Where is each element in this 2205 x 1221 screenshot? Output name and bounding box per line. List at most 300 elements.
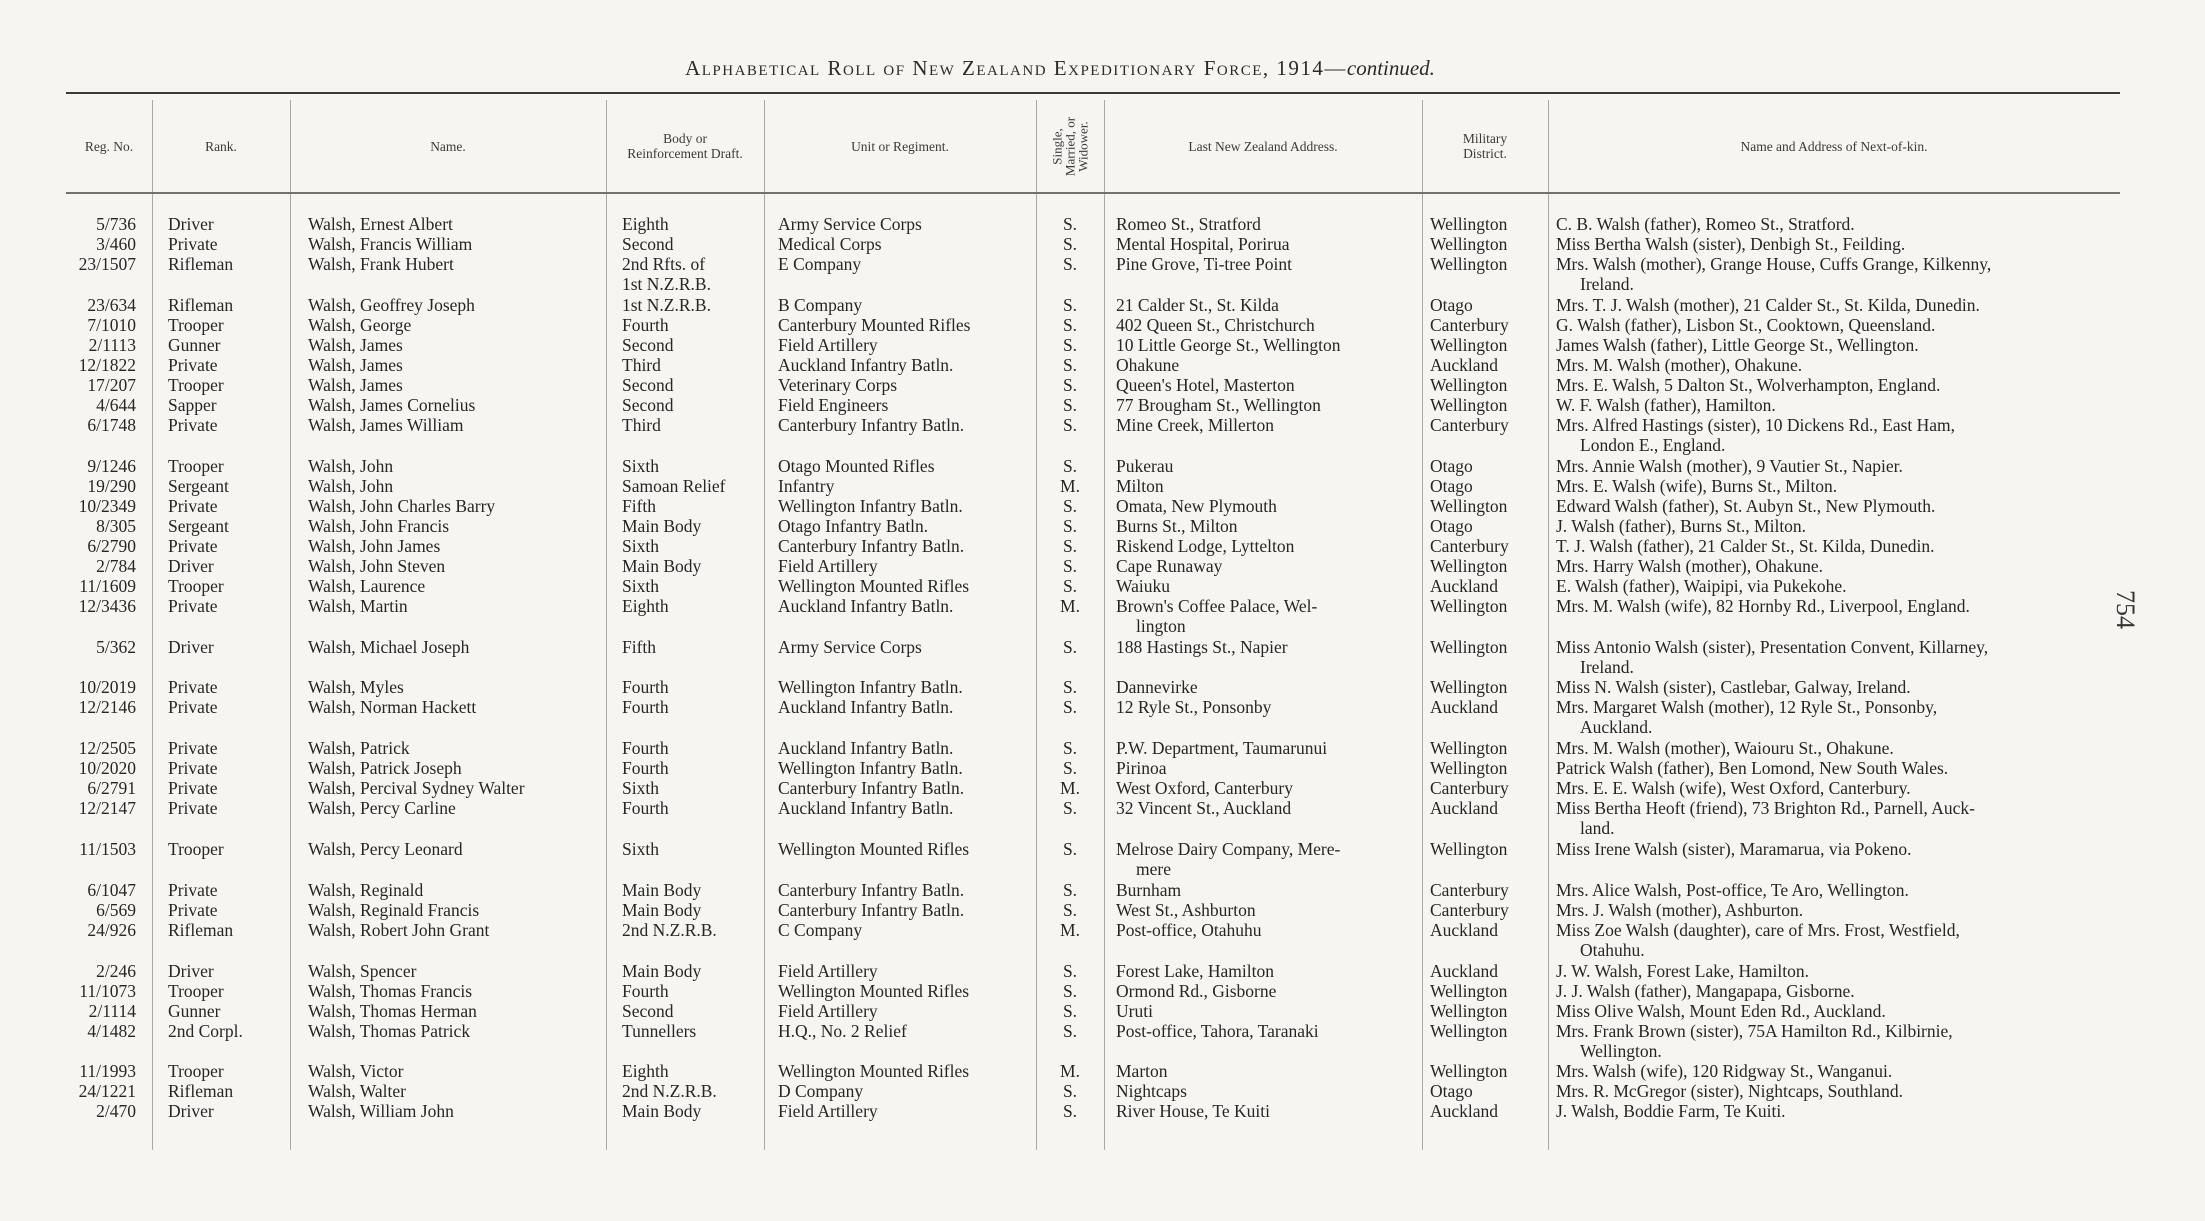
kin-cell: Mrs. Alice Walsh, Post-office, Te Aro, Wellington. — [1556, 880, 1909, 900]
kin-cell: J. W. Walsh, Forest Lake, Hamilton. — [1556, 961, 1809, 981]
condition-cell: S. — [1062, 335, 1078, 355]
rank-cell: Private — [168, 697, 218, 717]
kin-cell: T. J. Walsh (father), 21 Calder St., St. Kilda, Dunedin. — [1556, 536, 1935, 556]
name-cell: Walsh, Laurence — [308, 576, 426, 596]
rank-cell: Trooper — [168, 576, 224, 596]
name-cell: Walsh, Thomas Herman — [308, 1001, 477, 1021]
body-cell: Main Body — [622, 880, 702, 900]
address-cell: West Oxford, Canterbury — [1116, 778, 1293, 798]
address-cell: 188 Hastings St., Napier — [1116, 637, 1288, 657]
unit-cell: Otago Infantry Batln. — [778, 516, 929, 536]
name-cell: Walsh, John — [308, 476, 394, 496]
district-cell: Auckland — [1430, 576, 1499, 596]
kin-cell: Mrs. R. McGregor (sister), Nightcaps, Southland. — [1556, 1081, 1904, 1101]
body-cell: Fourth — [622, 798, 669, 818]
condition-cell: S. — [1062, 1001, 1078, 1021]
unit-cell: Wellington Infantry Batln. — [778, 758, 963, 778]
district-cell: Otago — [1430, 476, 1473, 496]
unit-cell: Field Artillery — [778, 1001, 878, 1021]
rank-cell: Trooper — [168, 456, 224, 476]
rank-cell: Driver — [168, 961, 214, 981]
table-row — [0, 1001, 2205, 1022]
condition-cell: S. — [1062, 456, 1078, 476]
district-cell: Canterbury — [1430, 880, 1509, 900]
rank-cell: Private — [168, 798, 218, 818]
table-row — [0, 1061, 2205, 1082]
header-unit: Unit or Regiment. — [851, 138, 949, 154]
address-cell: P.W. Department, Taumarunui — [1116, 738, 1328, 758]
district-cell: Wellington — [1430, 677, 1508, 697]
body-cell: Main Body — [622, 516, 702, 536]
address-cell: Marton — [1116, 1061, 1168, 1081]
body-cell: Second — [622, 1001, 674, 1021]
header-district: Military District. — [1462, 131, 1508, 161]
body-cell: Fourth — [622, 758, 669, 778]
address-cell: Queen's Hotel, Masterton — [1116, 375, 1295, 395]
address-cell: 32 Vincent St., Auckland — [1116, 798, 1292, 818]
title-main: Alphabetical Roll of New Zealand Expeditionary Force, 1914— — [685, 56, 1347, 80]
address-cell: Romeo St., Stratford — [1116, 214, 1261, 234]
table-row — [0, 677, 2205, 698]
table-row — [0, 576, 2205, 597]
unit-cell: Canterbury Mounted Rifles — [778, 315, 971, 335]
condition-cell: S. — [1062, 536, 1078, 556]
rank-cell: Trooper — [168, 375, 224, 395]
kin-cell: Edward Walsh (father), St. Aubyn St., New Plymouth. — [1556, 496, 1936, 516]
reg-no-cell: 24/926 — [87, 920, 136, 940]
address-cell: Pine Grove, Ti-tree Point — [1116, 254, 1292, 274]
address-cell: Pirinoa — [1116, 758, 1167, 778]
table-row — [0, 214, 2205, 235]
district-cell: Wellington — [1430, 395, 1508, 415]
name-cell: Walsh, Percy Carline — [308, 798, 456, 818]
kin-cell: W. F. Walsh (father), Hamilton. — [1556, 395, 1776, 415]
address-cell-cont: lington — [1136, 616, 1186, 636]
condition-cell: S. — [1062, 576, 1078, 596]
district-cell: Otago — [1430, 295, 1473, 315]
reg-no-cell: 2/1114 — [88, 1001, 136, 1021]
unit-cell: Field Engineers — [778, 395, 889, 415]
table-row — [0, 516, 2205, 537]
address-cell: 77 Brougham St., Wellington — [1116, 395, 1321, 415]
top-rule — [66, 92, 2120, 94]
condition-cell: M. — [1060, 920, 1080, 940]
kin-cell: Patrick Walsh (father), Ben Lomond, New South Wales. — [1556, 758, 1949, 778]
district-cell: Otago — [1430, 456, 1473, 476]
name-cell: Walsh, Ernest Albert — [308, 214, 453, 234]
rank-cell: Private — [168, 415, 218, 435]
name-cell: Walsh, Michael Joseph — [308, 637, 470, 657]
name-cell: Walsh, John — [308, 456, 394, 476]
reg-no-cell: 10/2020 — [78, 758, 136, 778]
district-cell: Wellington — [1430, 1061, 1508, 1081]
table-row — [0, 375, 2205, 396]
reg-no-cell: 12/3436 — [78, 596, 136, 616]
address-cell: 12 Ryle St., Ponsonby — [1116, 697, 1272, 717]
kin-cell: J. Walsh (father), Burns St., Milton. — [1556, 516, 1807, 536]
kin-cell: C. B. Walsh (father), Romeo St., Stratford. — [1556, 214, 1855, 234]
name-cell: Walsh, Francis William — [308, 234, 473, 254]
reg-no-cell: 23/1507 — [78, 254, 136, 274]
condition-cell: S. — [1062, 556, 1078, 576]
unit-cell: Auckland Infantry Batln. — [778, 798, 954, 818]
body-cell: Fourth — [622, 315, 669, 335]
address-cell: River House, Te Kuiti — [1116, 1101, 1270, 1121]
unit-cell: Auckland Infantry Batln. — [778, 355, 954, 375]
kin-cell: Miss Zoe Walsh (daughter), care of Mrs. Frost, Westfield, — [1556, 920, 1960, 940]
condition-cell: S. — [1062, 880, 1078, 900]
unit-cell: D Company — [778, 1081, 864, 1101]
header-name: Name. — [430, 138, 466, 154]
unit-cell: Field Artillery — [778, 335, 878, 355]
condition-cell: S. — [1062, 496, 1078, 516]
kin-cell: Miss Olive Walsh, Mount Eden Rd., Auckland. — [1556, 1001, 1886, 1021]
kin-cell: Mrs. E. Walsh, 5 Dalton St., Wolverhampton, England. — [1556, 375, 1941, 395]
reg-no-cell: 6/1047 — [87, 880, 136, 900]
unit-cell: Field Artillery — [778, 961, 878, 981]
district-cell: Auckland — [1430, 920, 1499, 940]
reg-no-cell: 3/460 — [96, 234, 136, 254]
table-row — [0, 476, 2205, 497]
unit-cell: Field Artillery — [778, 1101, 878, 1121]
kin-cell: Mrs. Alfred Hastings (sister), 10 Dickens Rd., East Ham, — [1556, 415, 1956, 435]
table-row — [0, 798, 2205, 838]
table-row — [0, 456, 2205, 477]
district-cell: Canterbury — [1430, 315, 1509, 335]
name-cell: Walsh, Martin — [308, 596, 408, 616]
district-cell: Canterbury — [1430, 415, 1509, 435]
address-cell: Post-office, Tahora, Taranaki — [1116, 1021, 1319, 1041]
body-cell: Eighth — [622, 214, 669, 234]
kin-cell: Mrs. Annie Walsh (mother), 9 Vautier St., Napier. — [1556, 456, 1903, 476]
condition-cell: S. — [1062, 839, 1078, 859]
rank-cell: Driver — [168, 637, 214, 657]
table-row — [0, 981, 2205, 1002]
name-cell: Walsh, James William — [308, 415, 464, 435]
condition-cell: S. — [1062, 981, 1078, 1001]
kin-cell: Mrs. E. E. Walsh (wife), West Oxford, Canterbury. — [1556, 778, 1911, 798]
kin-cell-cont: London E., England. — [1580, 435, 1726, 455]
district-cell: Wellington — [1430, 234, 1508, 254]
name-cell: Walsh, Percival Sydney Walter — [308, 778, 525, 798]
reg-no-cell: 10/2019 — [78, 677, 136, 697]
name-cell: Walsh, Percy Leonard — [308, 839, 463, 859]
district-cell: Wellington — [1430, 1021, 1508, 1041]
body-cell: Eighth — [622, 596, 669, 616]
reg-no-cell: 9/1246 — [87, 456, 136, 476]
table-row — [0, 355, 2205, 376]
unit-cell: Army Service Corps — [778, 214, 922, 234]
table-row — [0, 880, 2205, 901]
table-row — [0, 839, 2205, 879]
unit-cell: Wellington Mounted Rifles — [778, 839, 970, 859]
address-cell: Forest Lake, Hamilton — [1116, 961, 1274, 981]
name-cell: Walsh, Myles — [308, 677, 404, 697]
name-cell: Walsh, William John — [308, 1101, 454, 1121]
body-cell: Third — [622, 355, 661, 375]
rank-cell: Private — [168, 880, 218, 900]
rank-cell: Private — [168, 536, 218, 556]
table-row — [0, 234, 2205, 255]
address-cell: Pukerau — [1116, 456, 1174, 476]
unit-cell: Wellington Mounted Rifles — [778, 576, 970, 596]
table-row — [0, 496, 2205, 517]
condition-cell: S. — [1062, 355, 1078, 375]
kin-cell: Mrs. M. Walsh (wife), 82 Hornby Rd., Liverpool, England. — [1556, 596, 1970, 616]
rank-cell: Driver — [168, 214, 214, 234]
rank-cell: Rifleman — [168, 295, 234, 315]
unit-cell: Veterinary Corps — [778, 375, 898, 395]
body-cell: Fifth — [622, 496, 657, 516]
header-reg-no: Reg. No. — [84, 138, 134, 154]
district-cell: Auckland — [1430, 961, 1499, 981]
kin-cell-cont: land. — [1580, 818, 1615, 838]
rank-cell: Private — [168, 900, 218, 920]
address-cell: 10 Little George St., Wellington — [1116, 335, 1341, 355]
kin-cell: Miss Bertha Walsh (sister), Denbigh St., Feilding. — [1556, 234, 1906, 254]
district-cell: Wellington — [1430, 637, 1508, 657]
rank-cell: 2nd Corpl. — [168, 1021, 243, 1041]
body-cell: Second — [622, 395, 674, 415]
name-cell: Walsh, Thomas Patrick — [308, 1021, 471, 1041]
name-cell: Walsh, Patrick — [308, 738, 410, 758]
table-row — [0, 961, 2205, 982]
rank-cell: Sapper — [168, 395, 217, 415]
rank-cell: Private — [168, 758, 218, 778]
condition-cell: M. — [1060, 778, 1080, 798]
unit-cell: Wellington Mounted Rifles — [778, 981, 970, 1001]
kin-cell-cont: Wellington. — [1580, 1041, 1662, 1061]
table-row — [0, 315, 2205, 336]
name-cell: Walsh, John James — [308, 536, 441, 556]
kin-cell-cont: Ireland. — [1580, 657, 1634, 677]
address-cell: Omata, New Plymouth — [1116, 496, 1277, 516]
body-cell: Sixth — [622, 778, 659, 798]
district-cell: Wellington — [1430, 496, 1508, 516]
address-cell-cont: mere — [1136, 859, 1171, 879]
condition-cell: S. — [1062, 516, 1078, 536]
body-cell: Sixth — [622, 536, 659, 556]
address-cell: Mine Creek, Millerton — [1116, 415, 1274, 435]
district-cell: Canterbury — [1430, 778, 1509, 798]
condition-cell: S. — [1062, 961, 1078, 981]
unit-cell: Infantry — [778, 476, 835, 496]
body-cell: 2nd N.Z.R.B. — [622, 920, 717, 940]
reg-no-cell: 2/784 — [96, 556, 136, 576]
address-cell: 21 Calder St., St. Kilda — [1116, 295, 1279, 315]
district-cell: Auckland — [1430, 798, 1499, 818]
kin-cell: James Walsh (father), Little George St., Wellington. — [1556, 335, 1919, 355]
unit-cell: Wellington Mounted Rifles — [778, 1061, 970, 1081]
body-cell: Tunnellers — [622, 1021, 697, 1041]
body-cell: Second — [622, 335, 674, 355]
unit-cell: Canterbury Infantry Batln. — [778, 778, 965, 798]
reg-no-cell: 11/1503 — [79, 839, 136, 859]
reg-no-cell: 7/1010 — [87, 315, 136, 335]
body-cell: Main Body — [622, 900, 702, 920]
kin-cell: Mrs. Walsh (mother), Grange House, Cuffs Grange, Kilkenny, — [1556, 254, 1992, 274]
reg-no-cell: 5/362 — [96, 637, 136, 657]
kin-cell: J. Walsh, Boddie Farm, Te Kuiti. — [1556, 1101, 1786, 1121]
header-address: Last New Zealand Address. — [1188, 138, 1338, 154]
address-cell: Melrose Dairy Company, Mere- — [1116, 839, 1341, 859]
address-cell: Dannevirke — [1116, 677, 1198, 697]
reg-no-cell: 5/736 — [96, 214, 136, 234]
body-cell: Third — [622, 415, 661, 435]
reg-no-cell: 6/2791 — [87, 778, 136, 798]
unit-cell: Wellington Infantry Batln. — [778, 496, 963, 516]
unit-cell: Army Service Corps — [778, 637, 922, 657]
kin-cell: Mrs. M. Walsh (mother), Ohakune. — [1556, 355, 1803, 375]
condition-cell: S. — [1062, 295, 1078, 315]
district-cell: Auckland — [1430, 1101, 1499, 1121]
kin-cell-cont: Auckland. — [1580, 717, 1653, 737]
condition-cell: S. — [1062, 738, 1078, 758]
body-cell: Main Body — [622, 556, 702, 576]
rank-cell: Rifleman — [168, 920, 234, 940]
district-cell: Wellington — [1430, 254, 1508, 274]
body-cell: Sixth — [622, 576, 659, 596]
unit-cell: Auckland Infantry Batln. — [778, 738, 954, 758]
rank-cell: Private — [168, 738, 218, 758]
rank-cell: Private — [168, 778, 218, 798]
reg-no-cell: 4/1482 — [87, 1021, 136, 1041]
table-row — [0, 254, 2205, 294]
district-cell: Wellington — [1430, 556, 1508, 576]
district-cell: Wellington — [1430, 1001, 1508, 1021]
name-cell: Walsh, Spencer — [308, 961, 417, 981]
condition-cell: S. — [1062, 1101, 1078, 1121]
reg-no-cell: 4/644 — [96, 395, 136, 415]
district-cell: Wellington — [1430, 758, 1508, 778]
kin-cell: Mrs. Harry Walsh (mother), Ohakune. — [1556, 556, 1824, 576]
body-cell: Eighth — [622, 1061, 669, 1081]
rank-cell: Private — [168, 355, 218, 375]
reg-no-cell: 12/2505 — [78, 738, 136, 758]
district-cell: Wellington — [1430, 596, 1508, 616]
table-row — [0, 778, 2205, 799]
table-row — [0, 1021, 2205, 1061]
name-cell: Walsh, John Steven — [308, 556, 446, 576]
name-cell: Walsh, Reginald Francis — [308, 900, 480, 920]
table-row — [0, 738, 2205, 759]
name-cell: Walsh, Reginald — [308, 880, 424, 900]
district-cell: Canterbury — [1430, 536, 1509, 556]
rank-cell: Private — [168, 596, 218, 616]
rank-cell: Gunner — [168, 1001, 221, 1021]
condition-cell: S. — [1062, 758, 1078, 778]
kin-cell: Mrs. Walsh (wife), 120 Ridgway St., Wanganui. — [1556, 1061, 1893, 1081]
reg-no-cell: 2/1113 — [88, 335, 136, 355]
condition-cell: S. — [1062, 637, 1078, 657]
table-row — [0, 395, 2205, 416]
header-body: Body or Reinforcement Draft. — [627, 131, 743, 161]
address-cell: West St., Ashburton — [1116, 900, 1256, 920]
rank-cell: Private — [168, 677, 218, 697]
unit-cell: H.Q., No. 2 Relief — [778, 1021, 907, 1041]
district-cell: Wellington — [1430, 738, 1508, 758]
reg-no-cell: 10/2349 — [78, 496, 136, 516]
reg-no-cell: 24/1221 — [78, 1081, 136, 1101]
kin-cell: Mrs. J. Walsh (mother), Ashburton. — [1556, 900, 1804, 920]
body-cell: 1st N.Z.R.B. — [622, 295, 711, 315]
body-cell: Second — [622, 234, 674, 254]
body-cell: Fifth — [622, 637, 657, 657]
rank-cell: Trooper — [168, 1061, 224, 1081]
header-rank: Rank. — [205, 138, 237, 154]
unit-cell: Canterbury Infantry Batln. — [778, 900, 965, 920]
rank-cell: Trooper — [168, 981, 224, 1001]
table-row — [0, 1101, 2205, 1122]
body-cell: Main Body — [622, 961, 702, 981]
rank-cell: Trooper — [168, 839, 224, 859]
reg-no-cell: 6/569 — [96, 900, 136, 920]
name-cell: Walsh, James Cornelius — [308, 395, 476, 415]
condition-cell: S. — [1062, 214, 1078, 234]
kin-cell: Mrs. T. J. Walsh (mother), 21 Calder St., St. Kilda, Dunedin. — [1556, 295, 1980, 315]
condition-cell: S. — [1062, 254, 1078, 274]
address-cell: Nightcaps — [1116, 1081, 1187, 1101]
rank-cell: Rifleman — [168, 254, 234, 274]
district-cell: Wellington — [1430, 375, 1508, 395]
address-cell: Milton — [1116, 476, 1164, 496]
header-condition: Single, Married, or Widower. — [1049, 116, 1091, 176]
rank-cell: Driver — [168, 556, 214, 576]
body-cell: Fourth — [622, 677, 669, 697]
kin-cell: Miss Bertha Heoft (friend), 73 Brighton Rd., Parnell, Auck- — [1556, 798, 1975, 818]
table-row — [0, 556, 2205, 577]
rank-cell: Sergeant — [168, 516, 229, 536]
condition-cell: M. — [1060, 1061, 1080, 1081]
name-cell: Walsh, George — [308, 315, 412, 335]
body-cell-cont: 1st N.Z.R.B. — [622, 274, 711, 294]
kin-cell: Miss Irene Walsh (sister), Maramarua, via Pokeno. — [1556, 839, 1912, 859]
unit-cell: Medical Corps — [778, 234, 882, 254]
body-cell: Fourth — [622, 981, 669, 1001]
kin-cell-cont: Otahuhu. — [1580, 940, 1645, 960]
name-cell: Walsh, Thomas Francis — [308, 981, 473, 1001]
reg-no-cell: 12/2147 — [78, 798, 136, 818]
rank-cell: Driver — [168, 1101, 214, 1121]
unit-cell: Field Artillery — [778, 556, 878, 576]
condition-cell: S. — [1062, 677, 1078, 697]
kin-cell-cont: Ireland. — [1580, 274, 1634, 294]
unit-cell: Canterbury Infantry Batln. — [778, 880, 965, 900]
address-cell: 402 Queen St., Christchurch — [1116, 315, 1315, 335]
unit-cell: C Company — [778, 920, 863, 940]
name-cell: Walsh, James — [308, 355, 403, 375]
table-row — [0, 295, 2205, 316]
body-cell: Fourth — [622, 697, 669, 717]
unit-cell: Canterbury Infantry Batln. — [778, 536, 965, 556]
reg-no-cell: 8/305 — [96, 516, 136, 536]
district-cell: Wellington — [1430, 981, 1508, 1001]
reg-no-cell: 2/246 — [96, 961, 136, 981]
name-cell: Walsh, Patrick Joseph — [308, 758, 462, 778]
kin-cell: G. Walsh (father), Lisbon St., Cooktown, Queensland. — [1556, 315, 1936, 335]
condition-cell: S. — [1062, 1021, 1078, 1041]
district-cell: Wellington — [1430, 335, 1508, 355]
body-cell: Sixth — [622, 456, 659, 476]
kin-cell: Mrs. E. Walsh (wife), Burns St., Milton. — [1556, 476, 1838, 496]
table-row — [0, 1081, 2205, 1102]
page-number: 754 — [2111, 590, 2140, 629]
condition-cell: S. — [1062, 798, 1078, 818]
rank-cell: Sergeant — [168, 476, 229, 496]
address-cell: Cape Runaway — [1116, 556, 1223, 576]
condition-cell: S. — [1062, 415, 1078, 435]
name-cell: Walsh, James — [308, 375, 403, 395]
